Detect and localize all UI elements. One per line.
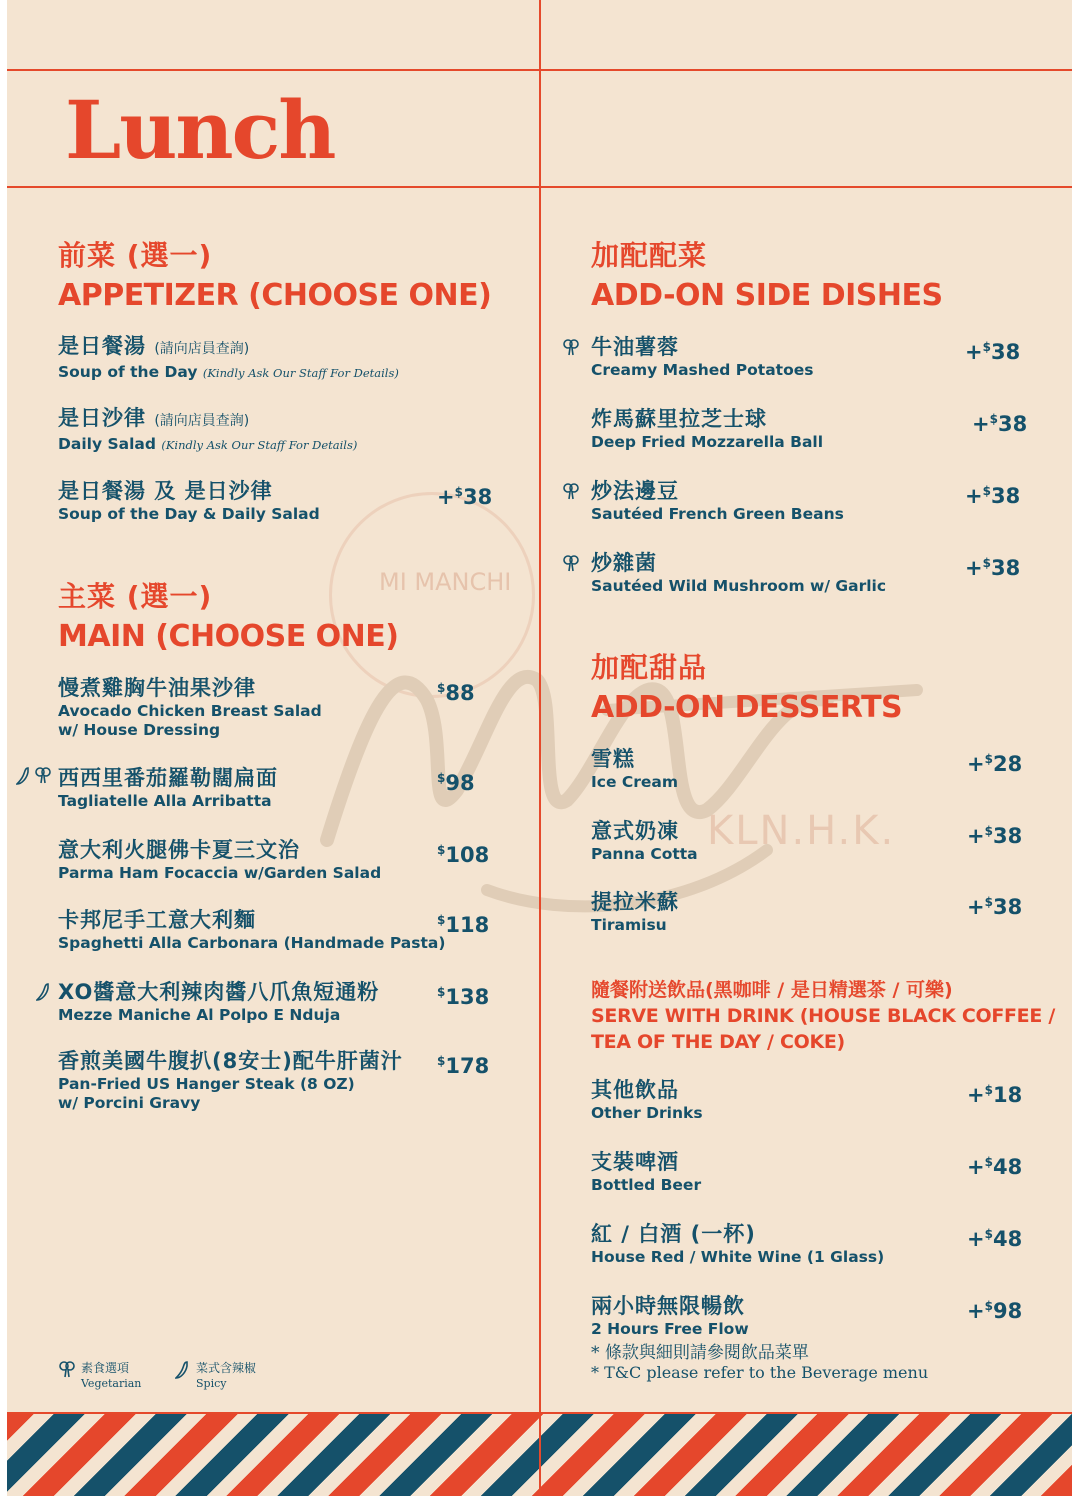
appetizer-heading-zh: 前菜 (選一) [58,239,213,272]
tnc-zh: 條款與細則請參閱飲品菜單 [604,1343,809,1363]
menu-item [591,405,823,452]
item-name-en: Sautéed French Green Beans [591,505,844,523]
item-name-zh: 意式奶凍 [591,819,679,843]
menu-item [591,888,679,935]
legend-spicy-zh: 菜式含辣椒 [196,1361,257,1375]
top-rule [7,69,1072,71]
item-name-en: Panna Cotta [591,845,698,863]
menu-page [7,0,1072,1496]
item-name-en: Ice Cream [591,773,679,791]
item-name-en: Deep Fried Mozzarella Ball [591,433,824,451]
item-name-en: Spaghetti Alla Carbonara (Handmade Pasta) [58,934,446,952]
item-name-en: Sautéed Wild Mushroom w/ Garlic [591,577,887,595]
item-price: $178 [437,1054,490,1078]
menu-item [58,764,278,811]
item-note-en: (Kindly Ask Our Staff For Details) [161,438,358,452]
menu-item [591,745,678,792]
item-name-zh: 是日餐湯 [58,334,146,358]
item-price: +$98 [967,1299,1023,1323]
item-price: +$38 [965,340,1021,364]
menu-item [591,817,698,864]
item-name-en: Other Drinks [591,1104,703,1122]
item-name-zh: 支裝啤酒 [591,1150,679,1174]
main-heading [58,577,398,657]
menu-item [58,978,379,1025]
item-price: $98 [437,771,475,795]
broccoli-icon [562,482,580,505]
menu-item [58,1047,403,1113]
item-name-en: Pan-Fried US Hanger Steak (8 OZ) [58,1075,355,1093]
item-price: +$48 [967,1227,1023,1251]
item-price: $118 [437,913,490,937]
menu-item [591,1292,749,1339]
menu-item [591,1148,701,1195]
item-price: +$38 [437,485,493,509]
item-name-en: Mezze Maniche Al Polpo E Nduja [58,1006,341,1024]
item-name-zh: 兩小時無限暢飲 [591,1294,745,1318]
desserts-heading [591,648,902,728]
item-name-zh: 慢煮雞胸牛油果沙律 [58,676,256,700]
menu-item [58,477,320,524]
menu-item [58,674,322,740]
item-name-zh: 卡邦尼手工意大利麵 [58,908,256,932]
item-name-zh: 炒法邊豆 [591,479,679,503]
item-price: +$38 [972,412,1028,436]
item-name-en: Soup of the Day [58,363,198,381]
item-name-en-line2: w/ Porcini Gravy [58,1094,201,1112]
item-name-zh: 炸馬蘇里拉芝士球 [591,407,767,431]
item-price: +$38 [965,556,1021,580]
item-name-zh: 香煎美國牛腹扒(8安士)配牛肝菌汁 [58,1049,403,1073]
watermark-kln: KLN.H.K. [707,808,896,854]
item-name-en: House Red / White Wine (1 Glass) [591,1248,885,1266]
item-name-en: Tagliatelle Alla Arribatta [58,792,272,810]
footer-divider [539,1412,541,1496]
item-price: +$38 [967,895,1023,919]
item-name-zh: 炒雜菌 [591,551,657,575]
appetizer-heading [58,236,491,316]
item-price: $88 [437,681,475,705]
item-name-zh: 西西里番茄羅勒闊扁面 [58,766,278,790]
chili-icon [16,766,32,791]
item-name-zh: 牛油薯蓉 [591,335,679,359]
sides-heading-en: ADD-ON SIDE DISHES [591,278,943,313]
tnc-note [591,1344,928,1382]
item-name-en: Soup of the Day & Daily Salad [58,505,320,523]
item-name-en-line2: w/ House Dressing [58,721,221,739]
sides-heading [591,236,943,316]
item-name-en: Daily Salad [58,435,156,453]
item-price: $138 [437,985,490,1009]
drink-note [591,977,1055,1055]
menu-item [591,333,813,380]
item-note-zh: (請向店員查詢) [154,341,250,357]
broccoli-icon [562,554,580,577]
item-name-en: Avocado Chicken Breast Salad [58,702,322,720]
item-name-zh: 紅 / 白酒 (一杯) [591,1222,756,1246]
chili-icon [36,982,52,1007]
legend-spicy-en: Spicy [196,1377,227,1390]
item-name-zh: 提拉米蘇 [591,890,679,914]
item-name-zh: 意大利火腿佛卡夏三文治 [58,838,300,862]
desserts-heading-en: ADD-ON DESSERTS [591,690,903,725]
drink-note-en-line1: SERVE WITH DRINK (HOUSE BLACK COFFEE / [591,1005,1055,1027]
broccoli-icon [58,1360,76,1383]
item-name-zh: XO醬意大利辣肉醬八爪魚短通粉 [58,980,380,1004]
item-name-zh: 雪糕 [591,747,635,771]
item-name-en: Tiramisu [591,916,667,934]
menu-item [591,1076,703,1123]
appetizer-heading-en: APPETIZER (CHOOSE ONE) [58,278,492,313]
item-price: +$28 [967,752,1023,776]
item-note-zh: (請向店員查詢) [154,413,250,429]
menu-item [58,906,445,953]
drink-note-zh: 隨餐附送飲品(黑咖啡 / 是日精選茶 / 可樂) [591,979,953,1001]
broccoli-icon [34,766,52,789]
item-name-zh: 是日沙律 [58,406,146,430]
item-name-en: Parma Ham Focaccia w/Garden Salad [58,864,382,882]
item-price: $108 [437,843,490,867]
legend-spicy [196,1360,256,1392]
item-name-en: Creamy Mashed Potatoes [591,361,814,379]
menu-item [58,404,357,455]
item-price: +$38 [965,484,1021,508]
item-price: +$18 [967,1083,1023,1107]
tnc-marker: * [591,1363,599,1382]
menu-item [58,332,399,383]
menu-item [591,1220,884,1267]
item-name-zh: 其他飲品 [591,1078,679,1102]
item-name-zh: 是日餐湯 及 是日沙律 [58,479,273,503]
item-name-en: 2 Hours Free Flow [591,1320,749,1338]
menu-item [591,549,886,596]
broccoli-icon [562,338,580,361]
main-heading-en: MAIN (CHOOSE ONE) [58,619,399,654]
menu-item [591,477,844,524]
desserts-heading-zh: 加配甜品 [591,651,708,684]
watermark-stamp-text: MI MANCHI [379,568,512,596]
legend-veg-zh: 素食選項 [81,1361,130,1375]
item-note-en: (Kindly Ask Our Staff For Details) [202,366,399,380]
legend-veg-en: Vegetarian [81,1377,142,1390]
menu-item [58,836,381,883]
legend-vegetarian [81,1360,141,1392]
column-divider [539,0,541,1496]
item-price: +$38 [967,824,1023,848]
chili-icon [175,1360,191,1385]
item-price: +$48 [967,1155,1023,1179]
drink-note-en-line2: TEA OF THE DAY / COKE) [591,1031,845,1053]
main-heading-zh: 主菜 (選一) [58,580,213,613]
item-name-en: Bottled Beer [591,1176,702,1194]
tnc-marker: * [591,1343,600,1363]
header-rule [7,186,1072,188]
sides-heading-zh: 加配配菜 [591,239,708,272]
tnc-en: T&C please refer to the Beverage menu [604,1363,929,1382]
page-title: Lunch [65,83,335,177]
